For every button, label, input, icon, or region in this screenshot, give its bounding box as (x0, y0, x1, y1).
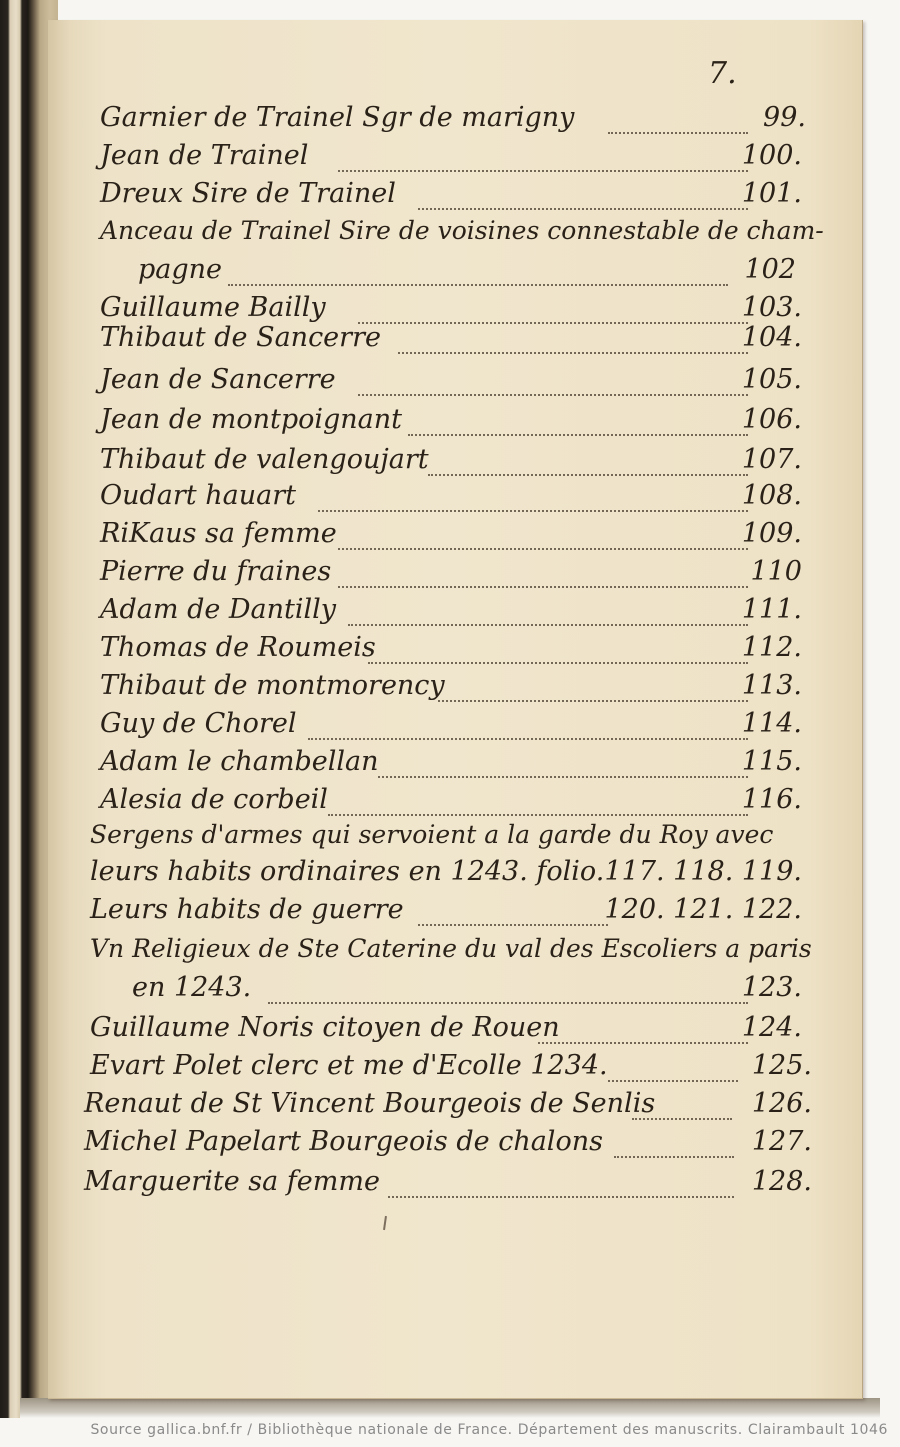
index-entry (48, 594, 862, 630)
dot-leader (308, 708, 748, 740)
entry-title: pagne (138, 254, 223, 285)
folio-number: 7. (708, 56, 737, 91)
dot-leader (608, 1050, 738, 1082)
index-entry (48, 322, 862, 358)
index-entry (48, 708, 862, 744)
entry-title: Jean de Sancerre (100, 364, 336, 395)
dot-leader (348, 594, 748, 626)
entry-title: Anceau de Trainel Sire de voisines connestable de cham- (100, 216, 824, 245)
entry-number: 110 (750, 556, 802, 587)
index-entry (48, 178, 862, 214)
entry-title: Thibaut de montmorency (100, 670, 445, 701)
dot-leader (368, 632, 748, 664)
entry-number: 116. (741, 784, 802, 815)
entry-title: Thibaut de valengoujart (100, 444, 429, 475)
entry-number: 101. (741, 178, 802, 209)
entry-title: leurs habits ordinaires en 1243. folio. (90, 856, 605, 887)
entry-title: Thibaut de Sancerre (100, 322, 381, 353)
entry-number: 103. (741, 292, 802, 323)
dot-leader (388, 1166, 734, 1198)
entry-number: 104. (741, 322, 802, 353)
entry-number: 123. (741, 972, 802, 1003)
index-entry (48, 934, 862, 970)
dot-leader (378, 746, 748, 778)
entry-title: Thomas de Roumeis (100, 632, 376, 663)
dot-leader (438, 670, 748, 702)
entry-number: 114. (741, 708, 802, 739)
index-entry (48, 1088, 862, 1124)
index-entry (48, 102, 862, 138)
entry-number: 126. (751, 1088, 812, 1119)
index-entry (48, 480, 862, 516)
dot-leader (228, 254, 728, 286)
entry-title: RiKaus sa femme (100, 518, 337, 549)
entry-title: Dreux Sire de Trainel (100, 178, 396, 209)
entry-title: en 1243. (132, 972, 252, 1003)
entry-number: 115. (741, 746, 802, 777)
index-entry (48, 784, 862, 820)
dot-leader (318, 480, 748, 512)
source-footer (0, 1418, 900, 1447)
manuscript-page (48, 20, 863, 1399)
entry-title: Guy de Chorel (100, 708, 297, 739)
index-entry (48, 746, 862, 782)
source-credit: Source gallica.bnf.fr / Bibliothèque nationale de France. Département des manuscrits. Clairambault 1046 (90, 1422, 888, 1438)
index-entry (48, 1126, 862, 1162)
entry-number: 117. 118. 119. (604, 856, 802, 887)
entry-title: Garnier de Trainel Sgr de marigny (100, 102, 575, 133)
index-entry (48, 404, 862, 440)
entry-title: Guillaume Noris citoyen de Rouen (90, 1012, 560, 1043)
entry-number: 128. (751, 1166, 812, 1197)
entry-number: 107. (741, 444, 802, 475)
entry-number: 124. (741, 1012, 802, 1043)
entry-number: 109. (741, 518, 802, 549)
dot-leader (268, 972, 748, 1004)
entry-number: 112. (741, 632, 802, 663)
dot-leader (418, 894, 608, 926)
entry-title: Sergens d'armes qui servoient a la garde du Roy avec (90, 820, 774, 849)
index-entry (48, 972, 862, 1008)
page-shadow (20, 1398, 880, 1418)
dot-leader (428, 444, 748, 476)
entry-title: Adam le chambellan (100, 746, 379, 777)
dot-leader (338, 556, 748, 588)
entry-number: 108. (741, 480, 802, 511)
entry-title: Renaut de St Vincent Bourgeois de Senlis (84, 1088, 656, 1119)
entry-title: Leurs habits de guerre (90, 894, 404, 925)
entry-title: Marguerite sa femme (84, 1166, 380, 1197)
entry-title: Oudart hauart (100, 480, 296, 511)
dot-leader (632, 1088, 732, 1120)
entry-number: 127. (751, 1126, 812, 1157)
index-entry (48, 1012, 862, 1048)
index-list (48, 20, 862, 1398)
dot-leader (398, 322, 748, 354)
entry-number: 120. 121. 122. (604, 894, 802, 925)
entry-title: Guillaume Bailly (100, 292, 326, 323)
entry-title: Pierre du fraines (100, 556, 332, 587)
entry-number: 125. (751, 1050, 812, 1081)
entry-title: Vn Religieux de Ste Caterine du val des Escoliers a paris (90, 934, 812, 963)
dot-leader (338, 140, 748, 172)
dot-leader (328, 784, 748, 816)
index-entry (48, 632, 862, 668)
entry-number: 100. (741, 140, 802, 171)
entry-title: Adam de Dantilly (100, 594, 337, 625)
index-entry (48, 140, 862, 176)
dot-leader (614, 1126, 734, 1158)
entry-number: 111. (741, 594, 802, 625)
index-entry (48, 556, 862, 592)
entry-title: Evart Polet clerc et me d'Ecolle 1234. (90, 1050, 608, 1081)
index-entry (48, 894, 862, 930)
index-entry (48, 856, 862, 892)
index-entry (48, 518, 862, 554)
index-entry (48, 364, 862, 400)
dot-leader (358, 364, 748, 396)
index-entry (48, 1166, 862, 1202)
dot-leader (338, 518, 748, 550)
index-entry (48, 216, 862, 252)
dot-leader (408, 404, 748, 436)
entry-number: 99. (763, 102, 806, 133)
dot-leader (608, 102, 748, 134)
dot-leader (418, 178, 748, 210)
index-entry (48, 1050, 862, 1086)
index-entry (48, 820, 862, 856)
dot-leader (538, 1012, 748, 1044)
entry-title: Jean de montpoignant (100, 404, 402, 435)
index-entry (48, 254, 862, 290)
entry-number: 106. (741, 404, 802, 435)
dot-leader (358, 292, 748, 324)
index-entry (48, 444, 862, 480)
index-entry (48, 670, 862, 706)
entry-number: 105. (741, 364, 802, 395)
entry-title: Michel Papelart Bourgeois de chalons (84, 1126, 603, 1157)
entry-title: Jean de Trainel (100, 140, 309, 171)
entry-title: Alesia de corbeil (100, 784, 328, 815)
entry-number: 102 (744, 254, 796, 285)
entry-number: 113. (741, 670, 802, 701)
